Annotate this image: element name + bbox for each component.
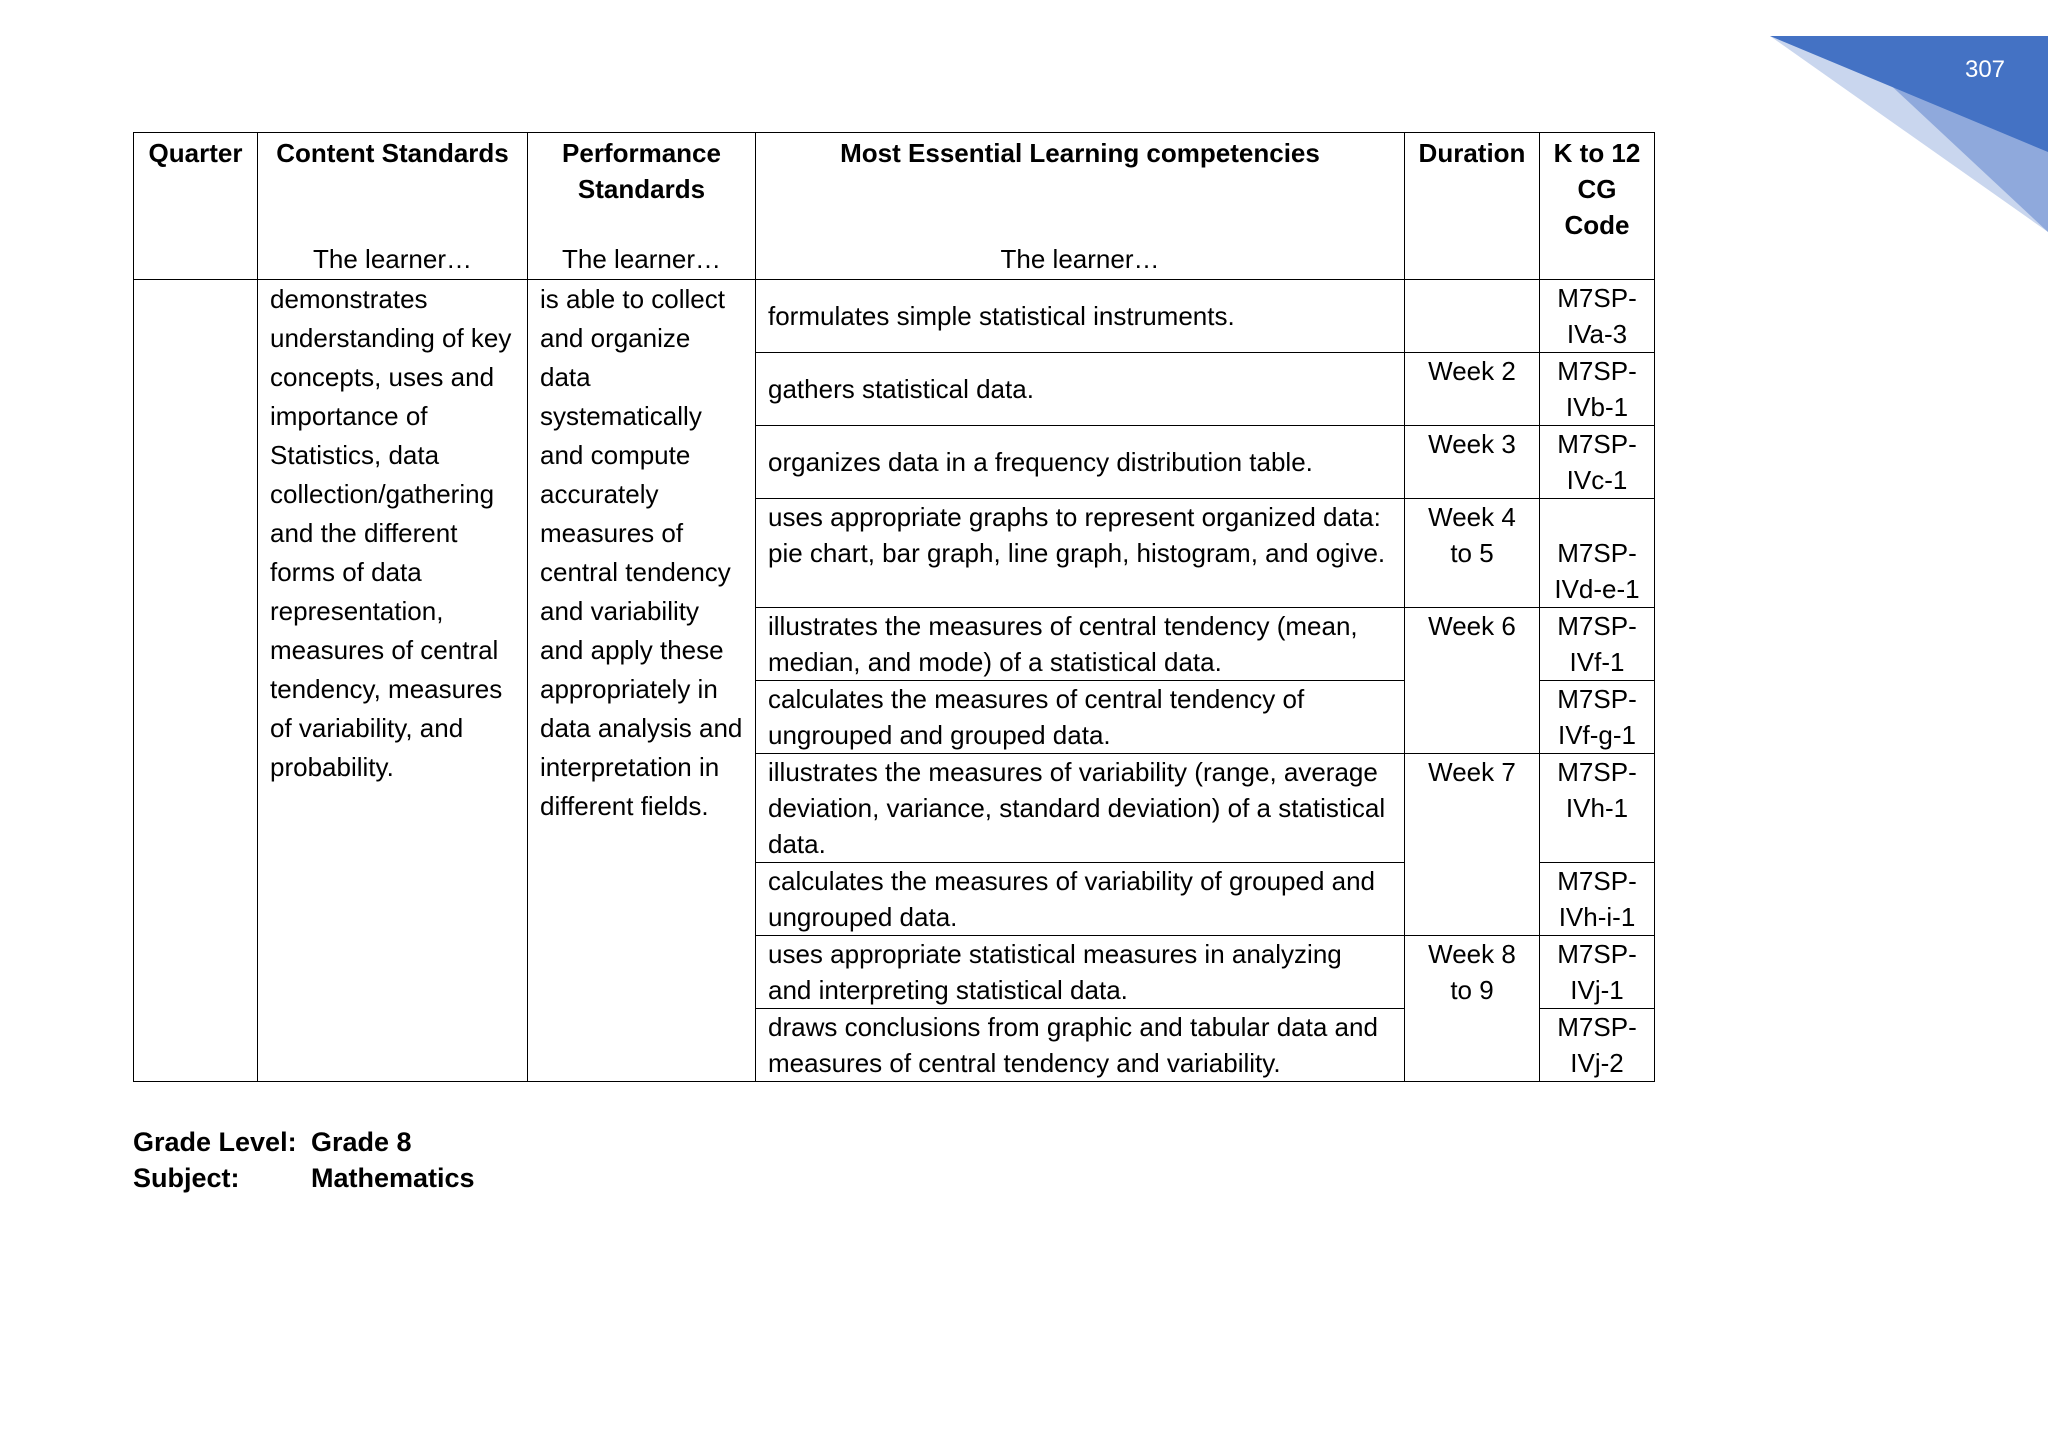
quarter-cell — [134, 280, 258, 1082]
content-standards-header: Content Standards The learner… — [258, 133, 528, 280]
subject-label: Subject: — [133, 1163, 240, 1193]
grade-level-value: Grade 8 — [311, 1127, 412, 1157]
competency-cell: organizes data in a frequency distribution table. — [756, 426, 1405, 499]
code-cell: M7SP-IVd-e-1 — [1540, 499, 1655, 608]
content-standard-cell: demonstrates understanding of key concepts, uses and importance of Statistics, data collection/gathering and the different forms of data representation, measures of central tendency, measures of variability, and probability. — [258, 280, 528, 1082]
duration-cell: Week 2 — [1405, 353, 1540, 426]
duration-cell: Week 4 to 5 — [1405, 499, 1540, 608]
duration-cell: Week 8 to 9 — [1405, 936, 1540, 1082]
competency-cell: calculates the measures of central tendency of ungrouped and grouped data. — [756, 681, 1405, 754]
code-cell: M7SP-IVa-3 — [1540, 280, 1655, 353]
content-header-sub: The learner… — [313, 244, 472, 274]
grade-level-row — [133, 1124, 475, 1160]
code-cell: M7SP-IVh-i-1 — [1540, 863, 1655, 936]
duration-header: Duration — [1405, 133, 1540, 280]
subject-value: Mathematics — [311, 1163, 475, 1193]
competency-cell: uses appropriate statistical measures in analyzing and interpreting statistical data. — [756, 936, 1405, 1009]
competency-cell: gathers statistical data. — [756, 353, 1405, 426]
subject-row — [133, 1160, 475, 1196]
competencies-header: Most Essential Learning competencies The learner… — [756, 133, 1405, 280]
document-footer — [133, 1124, 475, 1196]
performance-standards-header: Performance Standards The learner… — [528, 133, 756, 280]
competency-cell: formulates simple statistical instruments. — [756, 280, 1405, 353]
quarter-header: Quarter — [134, 133, 258, 280]
header-row — [134, 133, 1655, 280]
performance-header-sub: The learner… — [562, 244, 721, 274]
duration-cell: Week 7 — [1405, 754, 1540, 936]
code-cell: M7SP-IVj-1 — [1540, 936, 1655, 1009]
code-cell: M7SP-IVh-1 — [1540, 754, 1655, 863]
competency-cell: illustrates the measures of central tendency (mean, median, and mode) of a statistical data. — [756, 608, 1405, 681]
duration-cell: Week 3 — [1405, 426, 1540, 499]
competency-cell: draws conclusions from graphic and tabular data and measures of central tendency and variability. — [756, 1009, 1405, 1082]
grade-level-label: Grade Level: — [133, 1127, 297, 1157]
duration-cell: Week 6 — [1405, 608, 1540, 754]
competency-cell: illustrates the measures of variability (range, average deviation, variance, standard deviation) of a statistical data. — [756, 754, 1405, 863]
page-number: 307 — [1964, 56, 2006, 83]
competency-table — [133, 132, 1655, 1082]
competency-cell: uses appropriate graphs to represent organized data: pie chart, bar graph, line graph, histogram, and ogive. — [756, 499, 1405, 608]
code-header: K to 12 CG Code — [1540, 133, 1655, 280]
code-cell: M7SP-IVj-2 — [1540, 1009, 1655, 1082]
competencies-header-sub: The learner… — [1000, 244, 1160, 274]
code-cell: M7SP-IVf-1 — [1540, 608, 1655, 681]
competency-cell: calculates the measures of variability of grouped and ungrouped data. — [756, 863, 1405, 936]
code-cell: M7SP-IVf-g-1 — [1540, 681, 1655, 754]
code-cell: M7SP-IVb-1 — [1540, 353, 1655, 426]
code-cell: M7SP-IVc-1 — [1540, 426, 1655, 499]
duration-cell — [1405, 280, 1540, 353]
table-row — [134, 280, 1655, 353]
performance-standard-cell: is able to collect and organize data systematically and compute accurately measures of central tendency and variability and apply these appropriately in data analysis and interpretation in different fields. — [528, 280, 756, 1082]
